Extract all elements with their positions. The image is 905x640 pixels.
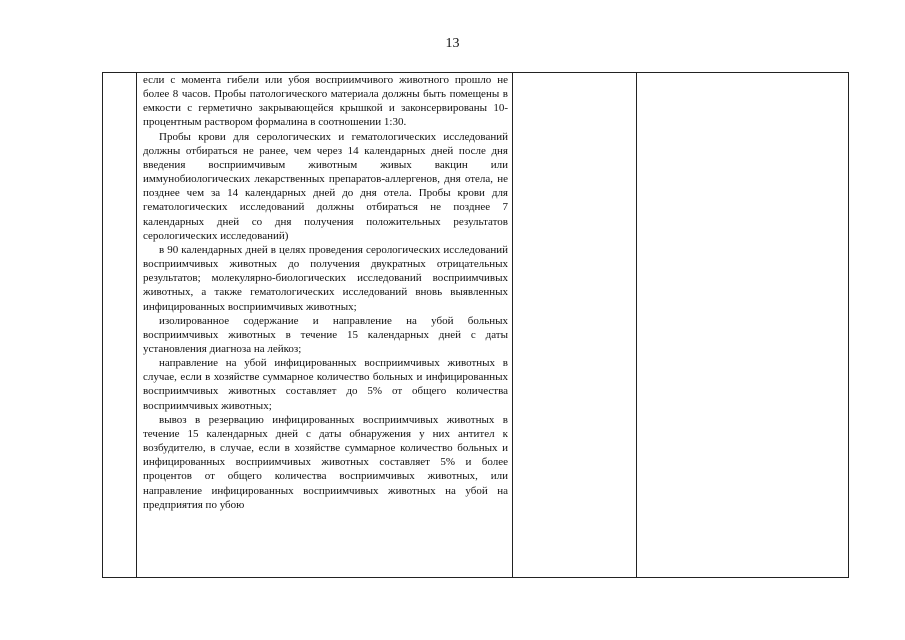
table-row [103, 73, 849, 578]
paragraph: в 90 календарных дней в целях проведения серологических исследований восприимчивых животных до получения двукратных отрицательных результатов; молекулярно-биологических исследований восприимчивых животных, а также гематологических исследований вновь выявленных инфицированных восприимчивых животных; [143, 243, 508, 313]
paragraph: если с момента гибели или убоя восприимчивого животного прошло не более 8 часов. Пробы патологического материала должны быть помещены в емкости с герметично закрывающейся крышкой и законсервированы 10-процентным раствором формалина в соотношении 1:30. [143, 74, 508, 129]
paragraph: изолированное содержание и направление на убой больных восприимчивых животных в течение 15 календарных дней с даты установления диагноза на лейкоз; [143, 314, 508, 355]
paragraph: Пробы крови для серологических и гематологических исследований должны отбираться не ранее, чем через 14 календарных дней после дня введения восприимчивым животным живых вакцин или иммунобиологических лекарственных препаратов-аллергенов, дня отела, не позднее чем за 14 календарных дней до дня отела. Пробы крови для гематологических исследований должны отбираться не позднее 7 календарных дней со дня получения положительных результатов серологических исследований) [143, 130, 508, 242]
table-cell-deadline [513, 73, 637, 578]
paragraph: направление на убой инфицированных восприимчивых животных в случае, если в хозяйстве суммарное количество больных и инфицированных восприимчивых животных составляет до 5% от общего количества восприимчивых животных; [143, 357, 508, 412]
measures-text [137, 73, 512, 512]
page-number: 13 [445, 36, 460, 51]
document-table [102, 72, 849, 578]
table-cell-number [103, 73, 137, 578]
table-cell-responsible [637, 73, 849, 578]
table-cell-measures [137, 73, 513, 578]
paragraph: вывоз в резервацию инфицированных восприимчивых животных в течение 15 календарных дней с даты обнаружения у них антител к возбудителю, в случае, если в хозяйстве суммарное количество больных и инфицированных восприимчивых животных составляет 5% и более процентов от общего количества восприимчивых животных, или направление инфицированных восприимчивых животных на убой на предприятия по убою [143, 413, 508, 511]
